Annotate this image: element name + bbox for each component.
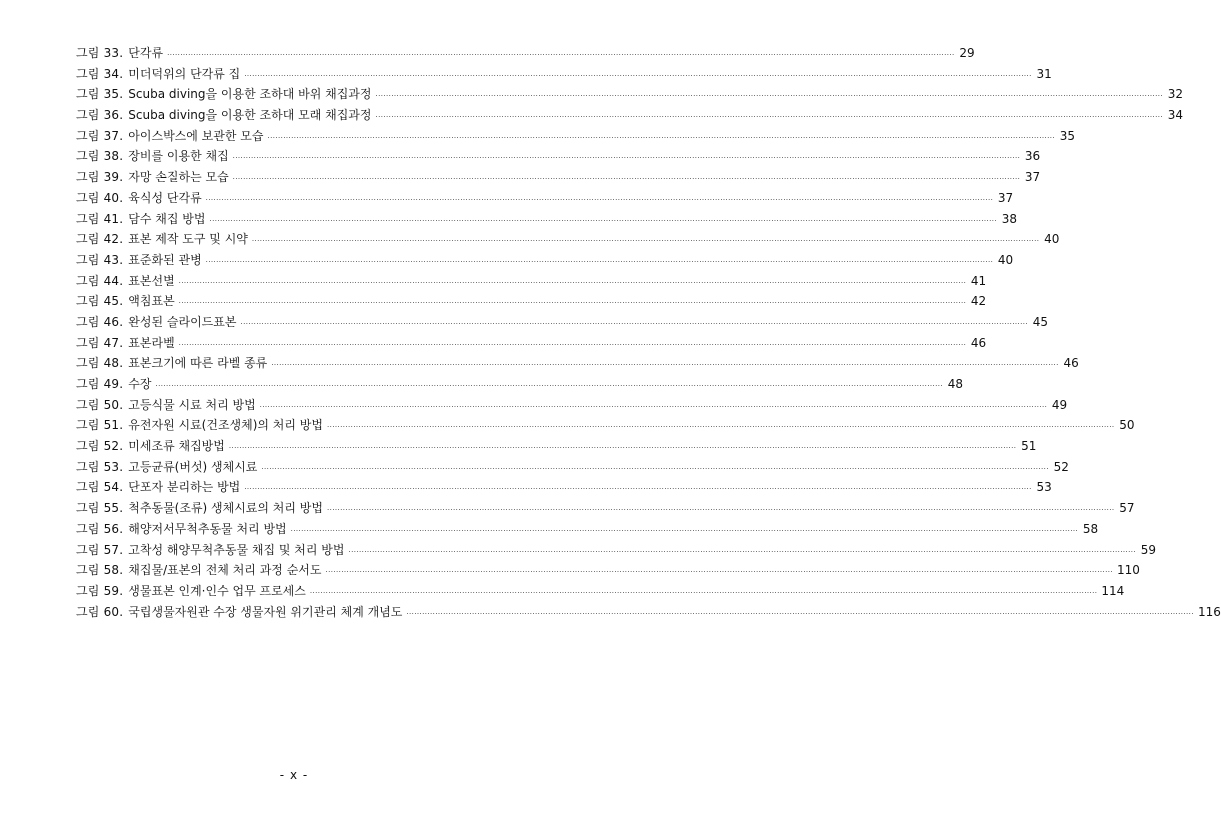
toc-entry[interactable] (76, 582, 1125, 603)
dot-leader: ············································································································································································································································································································ (167, 51, 955, 59)
toc-entry[interactable] (76, 458, 1069, 479)
figure-title: 자망 손질하는 모습 (128, 170, 229, 185)
page-ref: 42 (970, 294, 987, 309)
toc-entry[interactable] (76, 416, 1135, 437)
toc-entry[interactable] (76, 561, 1140, 582)
page-ref: 37 (1024, 170, 1041, 185)
dot-leader: ············································································································································································································································································································ (259, 402, 1048, 411)
toc-entry[interactable] (76, 168, 1041, 189)
figure-number: 그림 59. (76, 583, 124, 598)
toc-entry[interactable] (76, 44, 975, 65)
figure-title: 유전자원 시료(건조생체)의 처리 방법 (128, 418, 323, 433)
figure-title: 표본라벨 (128, 335, 175, 350)
figure-number: 그림 41. (76, 211, 124, 226)
figure-number: 그림 49. (76, 377, 124, 391)
toc-entry[interactable] (76, 520, 1099, 541)
figure-title: 단포자 분리하는 방법 (128, 480, 241, 495)
figure-title: 완성된 슬라이드표본 (128, 314, 237, 329)
dot-leader: ············································································································································································································································································································ (309, 588, 1098, 597)
toc-entry[interactable] (76, 292, 987, 313)
figure-title: 표본 제작 도구 및 시약 (128, 232, 248, 247)
page-ref: 38 (1001, 211, 1018, 226)
toc-entry[interactable] (76, 437, 1037, 458)
toc-entry[interactable] (76, 85, 1183, 106)
toc-entry[interactable] (76, 541, 1156, 562)
page-ref: 116 (1197, 604, 1221, 619)
figure-title: 채집물/표본의 전체 처리 과정 순서도 (128, 563, 322, 578)
page-ref: 114 (1101, 583, 1125, 598)
figure-title: 고등식물 시료 처리 방법 (128, 397, 256, 412)
figure-number: 그림 48. (76, 356, 124, 371)
figure-number: 그림 51. (76, 418, 124, 433)
page-ref: 53 (1036, 480, 1052, 495)
figure-number: 그림 52. (76, 439, 124, 454)
page-ref: 57 (1119, 501, 1135, 516)
figure-number: 그림 54. (76, 480, 124, 495)
figure-number: 그림 58. (76, 563, 124, 578)
page-ref: 35 (1059, 128, 1075, 143)
page-ref: 37 (997, 190, 1014, 205)
dot-leader: ············································································································································································································································································································ (178, 278, 967, 287)
figure-number: 그림 60. (76, 604, 124, 619)
figure-title: 표본크기에 따른 라벨 종류 (128, 356, 268, 371)
page-ref: 48 (947, 377, 964, 391)
toc-entry[interactable] (76, 603, 1221, 624)
dot-leader: ············································································································································································································································································································ (267, 133, 1055, 142)
page-ref: 59 (1140, 542, 1156, 557)
dot-leader: ············································································································································································································································································································ (244, 71, 1032, 80)
toc-entry[interactable] (76, 313, 1048, 334)
figure-title: 수장 (128, 377, 152, 391)
dot-leader: ············································································································································································································································································································ (244, 485, 1032, 494)
figure-number: 그림 56. (76, 521, 124, 536)
figure-number: 그림 50. (76, 397, 124, 412)
figure-title: 육식성 단각류 (128, 190, 202, 205)
figure-number: 그림 42. (76, 232, 124, 247)
page-ref: 50 (1119, 418, 1135, 433)
figure-number: 그림 44. (76, 273, 124, 288)
figure-title: 고등균류(버섯) 생체시료 (128, 459, 258, 474)
figure-number: 그림 55. (76, 501, 124, 516)
figure-title: 액침표본 (128, 294, 175, 309)
figure-number: 그림 40. (76, 190, 124, 205)
toc-entry[interactable] (76, 127, 1075, 148)
page-number: - x - (279, 768, 309, 782)
figure-title: Scuba diving을 이용한 조하대 바위 채집과정 (128, 87, 372, 102)
dot-leader: ············································································································································································································································································································ (240, 319, 1028, 328)
toc-entry[interactable] (76, 106, 1183, 127)
toc-entry[interactable] (76, 251, 1014, 272)
page-ref: 32 (1167, 87, 1183, 102)
dot-leader: ············································································································································································································································································································ (327, 423, 1115, 432)
figure-number: 그림 38. (76, 149, 124, 164)
table-of-figures (76, 44, 1221, 623)
figure-number: 그림 45. (76, 294, 124, 309)
figure-title: 아이스박스에 보관한 모습 (128, 128, 264, 143)
toc-entry[interactable] (76, 147, 1041, 168)
toc-entry[interactable] (76, 396, 1068, 417)
toc-entry[interactable] (76, 210, 1018, 231)
page-ref: 31 (1036, 66, 1052, 81)
toc-entry[interactable] (76, 189, 1014, 210)
page-ref: 45 (1032, 314, 1048, 329)
figure-title: 장비를 이용한 채집 (128, 149, 229, 164)
page-ref: 110 (1117, 563, 1140, 578)
dot-leader: ············································································································································································································································································································ (228, 444, 1017, 453)
figure-number: 그림 57. (76, 542, 124, 557)
figure-title: 미세조류 채집방법 (128, 439, 225, 454)
figure-title: Scuba diving을 이용한 조하대 모래 채집과정 (128, 108, 372, 123)
page-ref: 34 (1167, 108, 1183, 123)
toc-entry[interactable] (76, 334, 987, 355)
page-ref: 41 (970, 273, 987, 288)
page-ref: 49 (1051, 397, 1068, 412)
figure-title: 표준화된 관병 (128, 252, 202, 267)
page-ref: 58 (1082, 521, 1099, 536)
figure-title: 해양저서무척추동물 처리 방법 (128, 521, 287, 536)
toc-entry[interactable] (76, 478, 1052, 499)
dot-leader: ············································································································································································································································································································ (209, 216, 998, 225)
toc-entry[interactable] (76, 272, 987, 293)
figure-title: 단각류 (128, 46, 164, 60)
dot-leader: ············································································································································································································································································································ (290, 526, 1079, 535)
figure-number: 그림 34. (76, 66, 124, 81)
figure-number: 그림 47. (76, 335, 124, 350)
figure-title: 고착성 해양무척추동물 채집 및 처리 방법 (128, 542, 345, 557)
figure-title: 담수 채집 방법 (128, 211, 206, 226)
page-ref: 29 (959, 46, 975, 60)
page-ref: 40 (997, 252, 1014, 267)
figure-title: 미더덕위의 단각류 집 (128, 66, 241, 81)
figure-number: 그림 39. (76, 170, 124, 185)
figure-title: 표본선별 (128, 273, 175, 288)
page-ref: 51 (1021, 439, 1037, 454)
dot-leader: ············································································································································································································································································································ (205, 195, 994, 204)
dot-leader: ············································································································································································································································································································ (251, 237, 1040, 246)
figure-number: 그림 46. (76, 314, 124, 329)
page-ref: 40 (1044, 232, 1060, 247)
toc-entry[interactable] (76, 499, 1135, 520)
figure-number: 그림 33. (76, 46, 124, 60)
figure-title: 척추동물(조류) 생체시료의 처리 방법 (128, 501, 323, 516)
dot-leader: ············································································································································································································································································································ (232, 154, 1021, 163)
page-ref: 46 (1063, 356, 1079, 371)
dot-leader: ············································································································································································································································································································ (325, 568, 1114, 577)
dot-leader: ············································································································································································································································································································ (178, 299, 967, 308)
dot-leader: ············································································································································································································································································································ (232, 175, 1021, 184)
page-ref: 36 (1024, 149, 1041, 164)
figure-number: 그림 37. (76, 128, 124, 143)
figure-number: 그림 53. (76, 459, 124, 474)
figure-number: 그림 36. (76, 108, 124, 123)
figure-title: 생물표본 인계·인수 업무 프로세스 (128, 583, 306, 598)
dot-leader: ············································································································································································································································································································ (375, 92, 1163, 101)
dot-leader: ············································································································································································································································································································ (271, 361, 1059, 370)
dot-leader: ············································································································································································································································································································ (155, 382, 944, 390)
toc-entry[interactable] (76, 65, 1052, 86)
figure-title: 국립생물자원관 수장 생물자원 위기관리 체계 개념도 (128, 604, 403, 619)
dot-leader: ············································································································································································································································································································ (348, 547, 1136, 556)
dot-leader: ············································································································································································································································································································ (205, 257, 994, 266)
toc-entry[interactable] (76, 354, 1079, 375)
dot-leader: ············································································································································································································································································································ (261, 464, 1049, 473)
figure-number: 그림 35. (76, 87, 124, 102)
dot-leader: ············································································································································································································································································································ (375, 113, 1163, 122)
page-ref: 52 (1053, 459, 1069, 474)
toc-entry[interactable] (76, 375, 964, 396)
toc-entry[interactable] (76, 230, 1060, 251)
dot-leader: ············································································································································································································································································································ (178, 340, 967, 349)
dot-leader: ············································································································································································································································································································ (406, 609, 1194, 618)
dot-leader: ············································································································································································································································································································ (327, 506, 1115, 515)
page-ref: 46 (970, 335, 987, 350)
figure-number: 그림 43. (76, 252, 124, 267)
